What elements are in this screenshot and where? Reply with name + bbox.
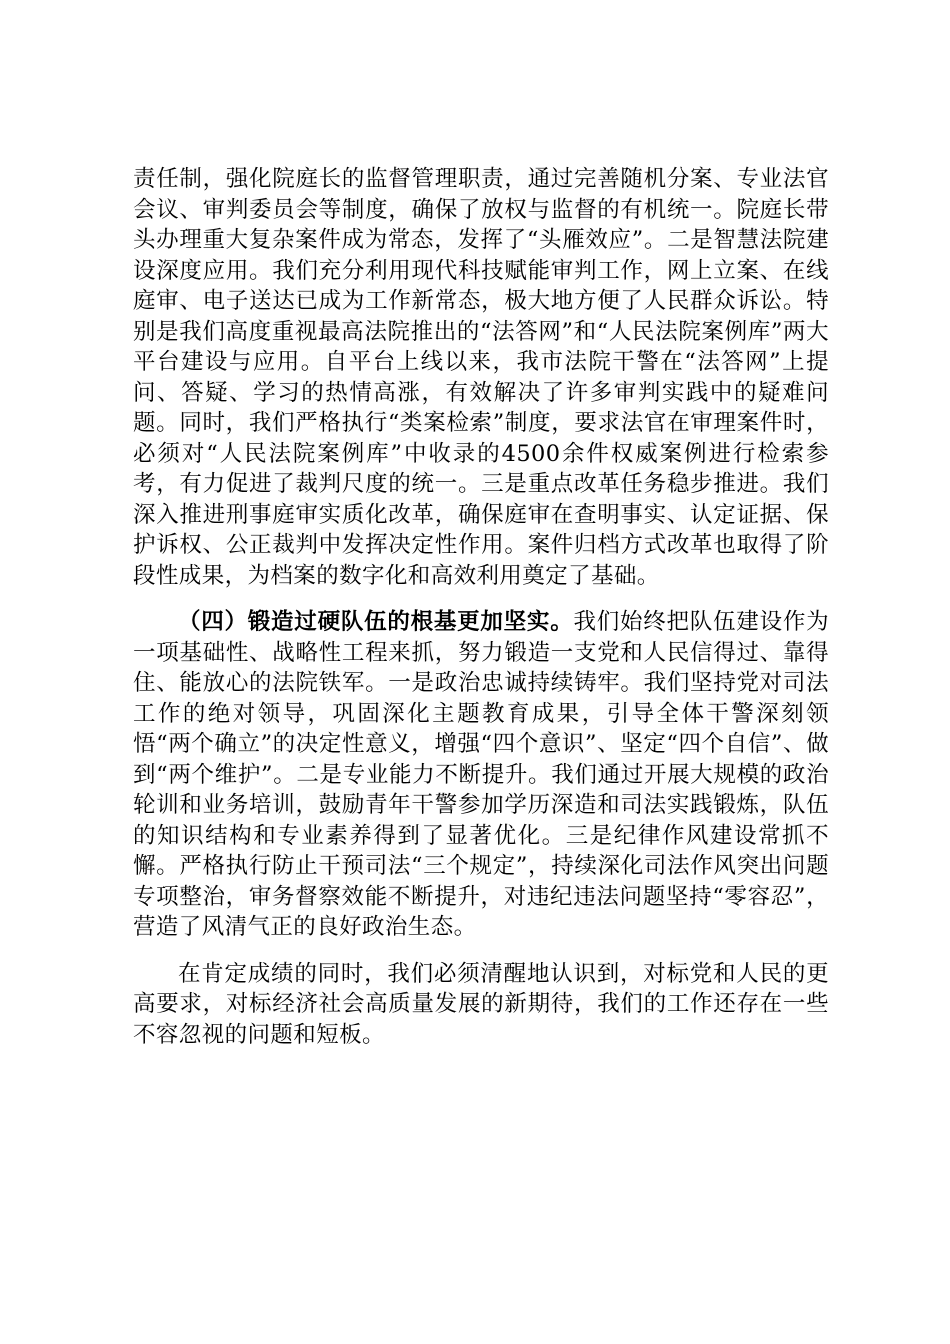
document-body [133,164,829,1050]
paragraph-conclusion [133,959,829,1051]
section-heading: （四）锻造过硬队伍的根基更加坚实。 [178,609,574,635]
paragraph-text: 在肯定成绩的同时，我们必须清醒地认识到，对标党和人民的更高要求，对标经济社会高质量发展的新期待，我们的工作还存在一些不容忽视的问题和短板。 [133,960,829,1048]
paragraph-text: 责任制，强化院庭长的监督管理职责，通过完善随机分案、专业法官会议、审判委员会等制度，确保了放权与监督的有机统一。院庭长带头办理重大复杂案件成为常态，发挥了“头雁效应”。二是智慧法院建设深度应用。我们充分利用现代科技赋能审判工作，网上立案、在线庭审、电子送达已成为工作新常态，极大地方便了人民群众诉讼。特别是我们高度重视最高法院推出的“法答网”和“人民法院案例库”两大平台建设与应用。自平台上线以来，我市法院干警在“法答网”上提问、答疑、学习的热情高涨，有效解决了许多审判实践中的疑难问题。同时，我们严格执行“类案检索”制度，要求法官在审理案件时，必须对“人民法院案例库”中收录的4500余件权威案例进行检索参考，有力促进了裁判尺度的统一。三是重点改革任务稳步推进。我们深入推进刑事庭审实质化改革，确保庭审在查明事实、认定证据、保护诉权、公正裁判中发挥决定性作用。案件归档方式改革也取得了阶段性成果，为档案的数字化和高效利用奠定了基础。 [133,166,829,589]
paragraph-text: 我们始终把队伍建设作为一项基础性、战略性工程来抓，努力锻造一支党和人民信得过、靠得住、能放心的法院铁军。一是政治忠诚持续铸牢。我们坚持党对司法工作的绝对领导，巩固深化主题教育成果，引导全体干警深刻领悟“两个确立”的决定性意义，增强“四个意识”、坚定“四个自信”、做到“两个维护”。二是专业能力不断提升。我们通过开展大规模的政治轮训和业务培训，鼓励青年干警参加学历深造和司法实践锻炼，队伍的知识结构和专业素养得到了显著优化。三是纪律作风建设常抓不懈。严格执行防止干预司法“三个规定”，持续深化司法作风突出问题专项整治，审务督察效能不断提升，对违纪违法问题坚持“零容忍”，营造了风清气正的良好政治生态。 [133,609,829,940]
paragraph-section-four [133,607,829,943]
paragraph-continuation [133,164,829,591]
